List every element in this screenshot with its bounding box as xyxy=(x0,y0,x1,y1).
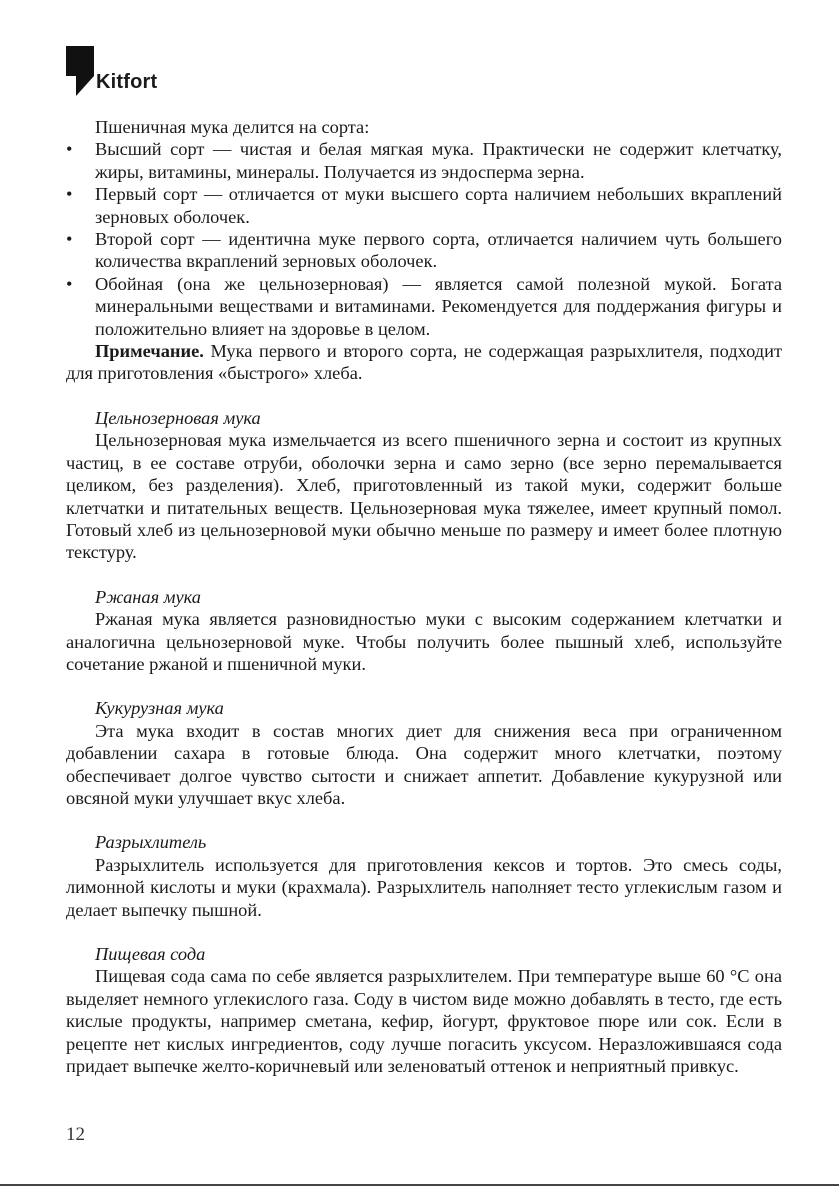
note-paragraph xyxy=(66,340,782,385)
list-item-text: Второй сорт — идентична муке первого сорта, отличается наличием чуть большего количества вкраплений зерновых оболочек. xyxy=(95,229,782,272)
note-text: Мука первого и второго сорта, не содержащая разрыхлителя, подходит для приготовления «быстрого» хлеба. xyxy=(66,341,782,384)
section-heading-baking-powder: Разрыхлитель xyxy=(95,832,207,853)
section-text-corn: Эта мука входит в состав многих диет для снижения веса при ограниченном добавлении сахара в готовые блюда. Она содержит много клетчатки, поэтому обеспечивает долгое чувство сытости и снижает аппетит. Добавление кукурузной или овсяной муки улучшает вкус хлеба. xyxy=(66,720,782,808)
page-content xyxy=(66,116,782,1077)
intro-text: Пшеничная мука делится на сорта: xyxy=(95,117,370,137)
note-label: Примечание. xyxy=(95,341,204,362)
section-text-rye: Ржаная мука является разновидностью муки с высоким содержанием клетчатки и аналогична цельнозерновой муке. Чтобы получить более пышный хлеб, используйте сочетание ржаной и пшеничной муки. xyxy=(66,609,782,674)
bullet-glyph: • xyxy=(66,229,73,250)
section-heading-wholegrain: Цельнозерновая мука xyxy=(95,407,261,428)
section-text-wholegrain: Цельнозерновая мука измельчается из всего пшеничного зерна и состоит из крупных частиц, в ее составе отруби, оболочки зерна и само зерно (все зерно перемалывается целиком, без разделения). Хлеб, приготовленный из такой муки, содержит больше клетчатки и питательных веществ. Цельнозерновая мука тяжелее, имеет крупный помол. Готовый хлеб из цельнозерновой муки обычно меньше по размеру и имеет более плотную текстуру. xyxy=(66,430,782,563)
section-heading-baking-soda: Пищевая сода xyxy=(95,944,206,964)
list-item-text: Обойная (она же цельнозерновая) — является самой полезной мукой. Богата минеральными веществами и витаминами. Рекомендуется для поддержания фигуры и положительно влияет на здоровье в целом. xyxy=(95,273,782,339)
brand-name: Kitfort xyxy=(96,71,158,93)
list-item xyxy=(66,228,782,273)
section-heading-corn: Кукурузная мука xyxy=(95,698,224,719)
list-item xyxy=(66,138,782,183)
kitfort-logo-icon xyxy=(66,46,94,96)
page-number: 12 xyxy=(66,1124,85,1145)
list-item-text: Первый сорт — отличается от муки высшего сорта наличием небольших вкраплений зерновых оболочек. xyxy=(95,184,782,227)
list-item xyxy=(66,183,782,228)
section-text-baking-powder: Разрыхлитель используется для приготовления кексов и тортов. Это смесь соды, лимонной кислоты и муки (крахмала). Разрыхлитель наполняет тесто углекислым газом и делает выпечку пышной. xyxy=(66,854,782,920)
section-text-baking-soda: Пищевая сода сама по себе является разрыхлителем. При температуре выше 60 °C она выделяет немного углекислого газа. Соду в чистом виде можно добавлять в тесто, где есть кислые продукты, например сметана, кефир, йогурт, фруктовое пюре или сок. Если в рецепте нет кислых ингредиентов, соду лучше погасить уксусом. Неразложившаяся сода придает выпечке желто-коричневый или зеленоватый оттенок и неприятный привкус. xyxy=(66,966,782,1077)
bullet-glyph: • xyxy=(66,184,73,205)
bullet-glyph: • xyxy=(66,273,73,294)
bullet-glyph: • xyxy=(66,139,73,160)
section-heading-rye: Ржаная мука xyxy=(95,586,201,607)
brand-logo xyxy=(66,46,157,96)
flour-grades-list xyxy=(66,138,782,340)
list-item xyxy=(66,273,782,340)
list-item-text: Высший сорт — чистая и белая мягкая мука. Практически не содержит клетчатку, жиры, витамины, минералы. Получается из эндосперма зерна. xyxy=(95,139,782,182)
